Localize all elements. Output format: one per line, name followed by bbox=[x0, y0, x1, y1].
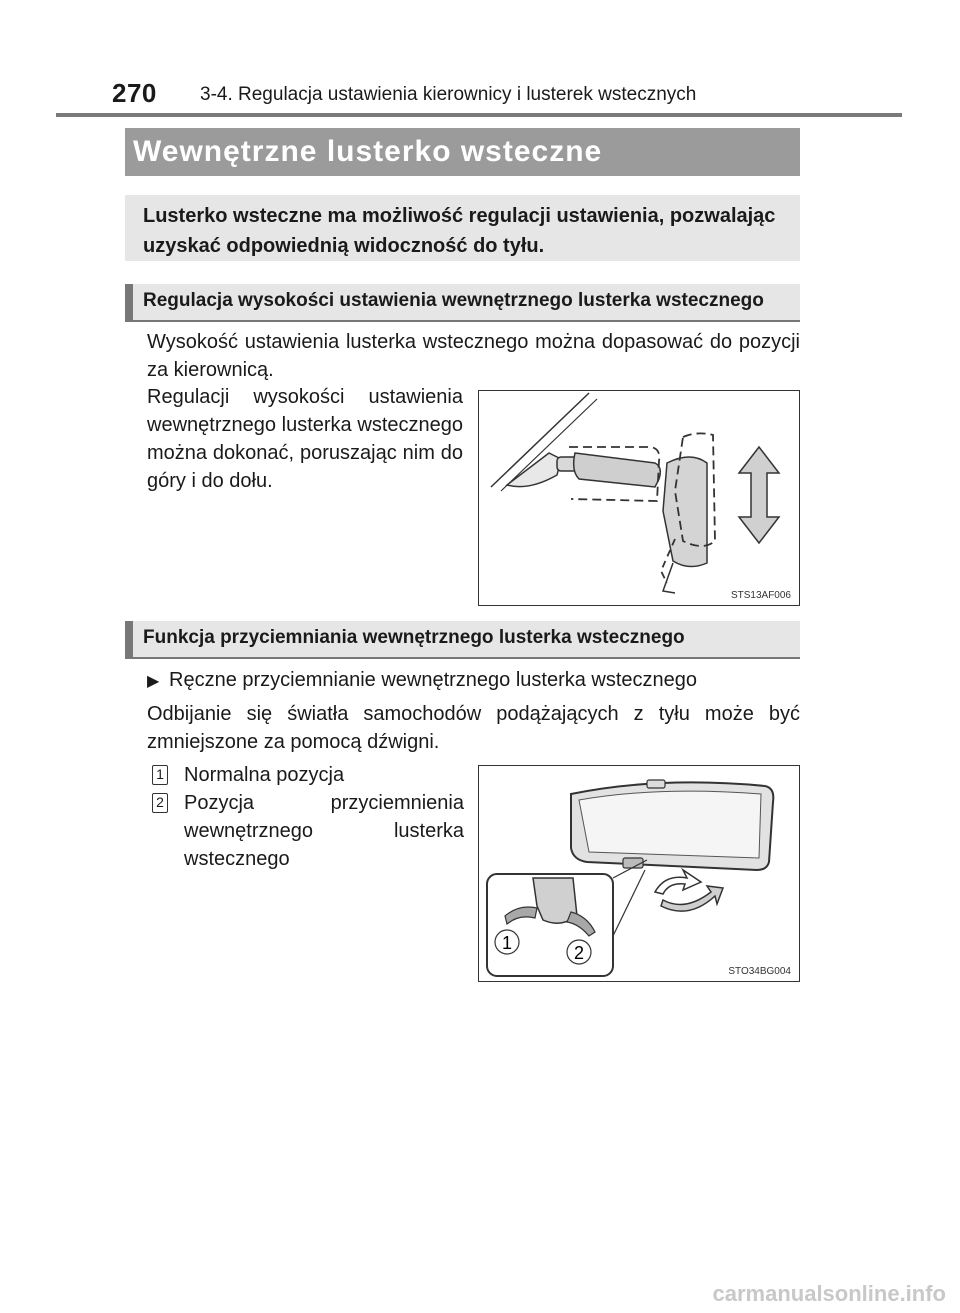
dimming-bullet-text: Ręczne przyciemnianie wewnętrznego lusterka wstecznego bbox=[169, 669, 698, 691]
intro-box: Lusterko wsteczne ma możliwość regulacji ustawienia, pozwalając uzyskać odpowiednią widoczność do tyłu. bbox=[125, 195, 800, 261]
mirror-height-figure bbox=[478, 390, 800, 606]
figure-code: STS13AF006 bbox=[730, 590, 791, 601]
running-head: 3-4. Regulacja ustawienia kierownicy i lusterek wstecznych bbox=[200, 84, 697, 105]
section-title: Wewnętrzne lusterko wsteczne bbox=[125, 128, 800, 176]
height-adjust-heading: Regulacja wysokości ustawienia wewnętrznego lusterka wstecznego bbox=[125, 284, 800, 322]
mirror-dimming-illustration bbox=[479, 766, 798, 980]
page-number: 270 bbox=[112, 78, 157, 108]
list-item bbox=[152, 761, 464, 789]
item-text: Normalna pozycja bbox=[184, 764, 345, 786]
triangle-right-icon: ▶ bbox=[147, 673, 160, 690]
list-item bbox=[152, 789, 464, 873]
mirror-dimming-figure bbox=[478, 765, 800, 982]
item-number: 1 bbox=[152, 765, 168, 785]
dimming-paragraph: Odbijanie się światła samochodów podążających z tyłu może być zmniejszone za pomocą dźwigni. bbox=[147, 703, 800, 753]
figure-label: 1 bbox=[501, 933, 513, 953]
height-adjust-paragraph: Wysokość ustawienia lusterka wstecznego można dopasować do pozycji za kierownicą. bbox=[147, 331, 800, 381]
dimming-bullet bbox=[147, 666, 800, 696]
header-rule bbox=[56, 113, 902, 117]
item-number: 2 bbox=[152, 793, 168, 813]
figure-code: STO34BG004 bbox=[728, 966, 791, 977]
height-adjust-detail: Regulacji wysokości ustawienia wewnętrznego lusterka wstecznego można dokonać, poruszając nim do góry i do dołu. bbox=[147, 386, 463, 492]
item-text: Pozycja przyciemnienia wewnętrznego lusterka wstecznego bbox=[184, 792, 464, 870]
watermark: carmanualsonline.info bbox=[712, 1281, 946, 1306]
mirror-height-illustration bbox=[479, 391, 798, 604]
dimming-heading: Funkcja przyciemniania wewnętrznego lusterka wstecznego bbox=[125, 621, 800, 659]
figure-label: 2 bbox=[573, 943, 585, 963]
